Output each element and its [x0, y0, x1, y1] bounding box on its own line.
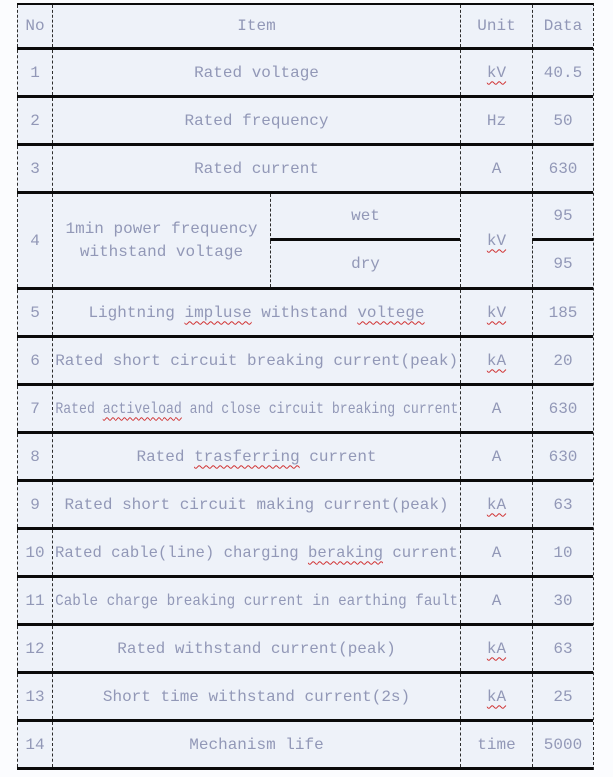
cell-item — [52, 626, 460, 671]
cell-no — [17, 674, 52, 719]
cell-no — [17, 482, 52, 527]
text-segment: A — [491, 543, 502, 562]
item-text — [194, 160, 319, 178]
spec-table — [17, 3, 594, 770]
cell-data: 50 — [532, 98, 593, 143]
cell-unit — [460, 146, 532, 191]
cell-data: 63 — [532, 482, 593, 527]
text-segment: Lightning — [88, 303, 185, 322]
cell-unit — [460, 626, 532, 671]
text-segment: A — [491, 399, 502, 418]
text-segment: 4 — [30, 231, 40, 250]
misspelled-text: kV — [486, 63, 507, 82]
cell-item-label — [52, 194, 270, 287]
item-text — [189, 736, 323, 754]
cell-no — [17, 530, 52, 575]
text-segment: Rated cable(line) charging — [55, 543, 309, 562]
item-text — [64, 496, 448, 514]
table-row — [17, 338, 593, 386]
cell-data: 10 — [532, 530, 593, 575]
text-segment: Cable charge breaking current in earthing fault — [55, 591, 458, 610]
cell-data-wet: 95 — [532, 194, 593, 241]
misspelled-text: kA — [486, 495, 507, 514]
text-segment: A — [491, 591, 502, 610]
text-segment: Mechanism life — [189, 735, 324, 754]
item-text — [55, 592, 458, 610]
cell-no — [17, 50, 52, 95]
item-text — [88, 304, 424, 322]
text-segment: Rated — [136, 447, 195, 466]
table-row — [17, 674, 593, 722]
text-segment: A — [491, 159, 502, 178]
table-row — [17, 290, 593, 338]
text-segment: and close circuit breaking current — [181, 399, 459, 418]
table-row — [17, 434, 593, 482]
item-text — [55, 400, 458, 418]
text-segment: Hz — [486, 111, 507, 130]
text-segment: Rated withstand current(peak) — [117, 639, 396, 658]
text-segment: 14 — [25, 735, 45, 754]
text-segment: current — [383, 543, 458, 562]
text-segment: 3 — [30, 159, 40, 178]
cell-item — [52, 482, 460, 527]
text-segment: withstand — [251, 303, 358, 322]
cell-item — [52, 578, 460, 623]
cell-unit — [460, 194, 532, 287]
table-row-split — [17, 194, 593, 290]
text-segment: 7 — [30, 399, 40, 418]
cell-no — [17, 626, 52, 671]
cell-no — [17, 98, 52, 143]
cell-unit — [460, 98, 532, 143]
cell-data: 5000 — [532, 722, 593, 767]
text-segment: 6 — [30, 351, 40, 370]
item-label-line: withstand voltage — [79, 242, 244, 261]
table-row — [17, 98, 593, 146]
item-text — [117, 640, 395, 658]
text-segment: 11 — [25, 591, 45, 610]
table-row — [17, 146, 593, 194]
misspelled-text: kA — [486, 687, 507, 706]
header-unit-label: Unit — [477, 17, 516, 35]
misspelled-text: trasferring — [194, 447, 300, 466]
cell-item — [52, 290, 460, 335]
table-row — [17, 722, 593, 770]
cell-no — [17, 722, 52, 767]
text-segment: Rated current — [194, 159, 319, 178]
cell-data: 63 — [532, 626, 593, 671]
cell-unit — [460, 290, 532, 335]
misspelled-text: kA — [486, 639, 507, 658]
item-text — [55, 544, 458, 562]
cell-sub-dry: dry — [270, 241, 460, 288]
text-segment: Rated voltage — [194, 63, 319, 82]
cell-sub-wet: wet — [270, 194, 460, 241]
cell-data-dry: 95 — [532, 241, 593, 288]
cell-no — [17, 578, 52, 623]
text-segment: Rated short circuit making current(peak) — [64, 495, 449, 514]
cell-data: 630 — [532, 434, 593, 479]
cell-unit — [460, 674, 532, 719]
misspelled-text: activeload — [102, 399, 182, 418]
cell-item — [52, 722, 460, 767]
text-segment: A — [491, 447, 502, 466]
cell-unit — [460, 530, 532, 575]
table-row — [17, 50, 593, 98]
table-row — [17, 386, 593, 434]
cell-no — [17, 290, 52, 335]
cell-no — [17, 338, 52, 383]
table-row — [17, 578, 593, 626]
cell-no — [17, 434, 52, 479]
header-unit — [460, 5, 532, 47]
cell-data: 25 — [532, 674, 593, 719]
cell-unit — [460, 578, 532, 623]
cell-unit — [460, 722, 532, 767]
cell-item — [52, 434, 460, 479]
header-no — [17, 5, 52, 47]
header-no-label: No — [25, 17, 45, 35]
text-segment: 2 — [30, 111, 40, 130]
text-segment: 5 — [30, 303, 40, 322]
text-segment: 12 — [25, 639, 45, 658]
cell-no — [17, 386, 52, 431]
item-text — [55, 352, 458, 370]
cell-data: 630 — [532, 146, 593, 191]
text-segment: current — [299, 447, 377, 466]
cell-item — [52, 674, 460, 719]
item-text — [103, 688, 410, 706]
text-segment: Rated short circuit breaking current(peak) — [55, 351, 458, 370]
cell-item — [52, 146, 460, 191]
table-header-row — [17, 5, 593, 50]
misspelled-text: beraking — [308, 543, 384, 562]
item-text — [136, 448, 376, 466]
table-body — [17, 50, 593, 770]
misspelled-text: kA — [486, 351, 507, 370]
text-segment: 9 — [30, 495, 40, 514]
cell-unit — [460, 50, 532, 95]
text-segment: Rated frequency — [184, 111, 329, 130]
cell-unit — [460, 338, 532, 383]
text-segment: Short time withstand current(2s) — [102, 687, 411, 706]
misspelled-text: kV — [486, 231, 507, 250]
header-item-label: Item — [237, 17, 276, 35]
header-item — [52, 5, 460, 47]
cell-item — [52, 530, 460, 575]
misspelled-text: kV — [486, 303, 507, 322]
cell-no — [17, 146, 52, 191]
cell-unit — [460, 482, 532, 527]
cell-unit — [460, 386, 532, 431]
misspelled-text: impluse — [184, 303, 252, 322]
cell-no — [17, 194, 52, 287]
cell-unit — [460, 434, 532, 479]
text-segment: 10 — [25, 543, 45, 562]
header-data-label: Data — [543, 17, 583, 35]
misspelled-text: voltege — [357, 303, 425, 322]
item-text — [194, 64, 319, 82]
cell-data: 185 — [532, 290, 593, 335]
table-row — [17, 626, 593, 674]
text-segment: 13 — [25, 687, 45, 706]
text-segment: 1 — [30, 63, 40, 82]
text-segment: 8 — [30, 447, 40, 466]
cell-data: 630 — [532, 386, 593, 431]
table-row — [17, 530, 593, 578]
header-data — [532, 5, 593, 47]
item-text — [184, 112, 328, 130]
cell-item — [52, 338, 460, 383]
item-label-line: 1min power frequency — [65, 219, 258, 238]
cell-data: 30 — [532, 578, 593, 623]
text-segment: time — [477, 735, 516, 754]
cell-item — [52, 50, 460, 95]
cell-item — [52, 386, 460, 431]
text-segment: Rated — [54, 399, 103, 418]
cell-data: 40.5 — [532, 50, 593, 95]
cell-item — [52, 98, 460, 143]
table-row — [17, 482, 593, 530]
cell-data: 20 — [532, 338, 593, 383]
